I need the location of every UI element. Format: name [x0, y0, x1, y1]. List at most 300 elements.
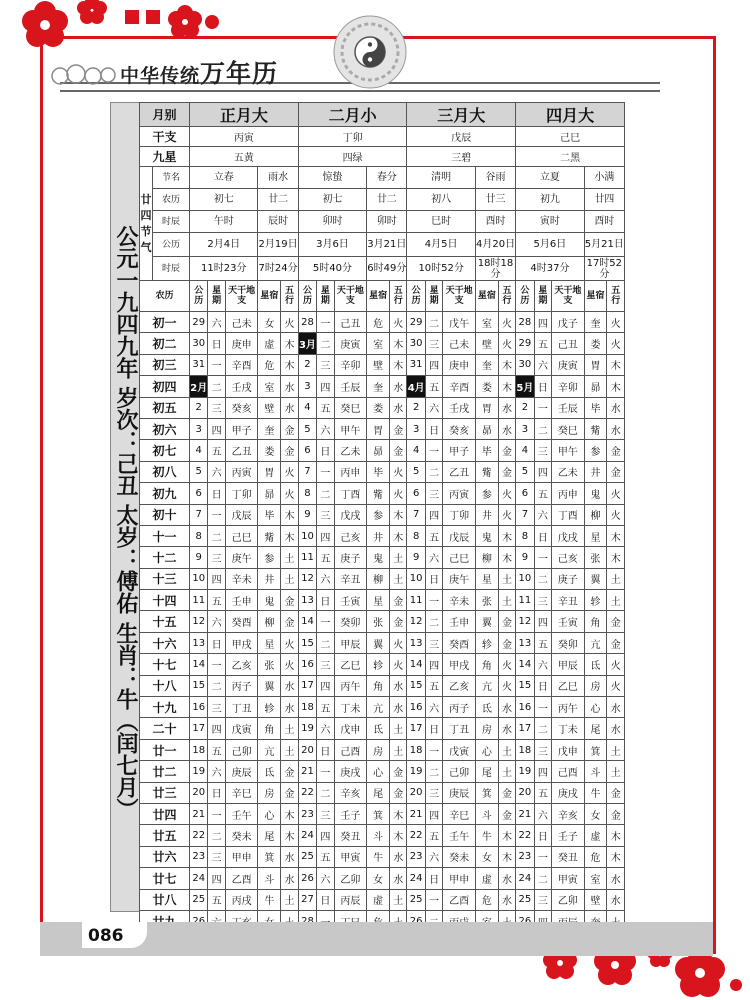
element: 木	[607, 825, 625, 846]
ganzhi: 甲申	[443, 868, 476, 889]
element: 金	[607, 803, 625, 824]
element: 金	[390, 590, 407, 611]
element: 水	[281, 397, 298, 418]
jieqi-nongli: 廿三	[475, 189, 515, 211]
weekday: 三	[534, 889, 551, 910]
weekday: 一	[425, 889, 442, 910]
weekday: 三	[208, 397, 225, 418]
lunar-mansion: 鬼	[475, 525, 498, 546]
jieqi-name: 春分	[367, 167, 407, 189]
jieqi-nongli: 廿二	[367, 189, 407, 211]
solar-date: 27	[298, 889, 316, 910]
solar-date: 21	[298, 761, 316, 782]
ganzhi: 己亥	[552, 547, 585, 568]
lunar-mansion: 牛	[475, 825, 498, 846]
weekday: 六	[317, 568, 334, 589]
element: 金	[281, 611, 298, 632]
element: 火	[607, 333, 625, 354]
month-label: 月别	[140, 103, 190, 127]
month-ganzhi: 丁卯	[298, 127, 407, 147]
ganzhi: 丙午	[552, 697, 585, 718]
jieqi-time: 10时52分	[407, 257, 475, 281]
ganzhi: 甲午	[334, 418, 367, 439]
lunar-mansion: 虚	[367, 889, 390, 910]
col-header-gongli: 公历	[516, 281, 534, 312]
lunar-day: 廿三	[140, 782, 190, 803]
col-header-xingxiu: 星宿	[367, 281, 390, 312]
jieqi-shichen: 卯时	[298, 211, 366, 233]
ganzhi: 丙子	[225, 675, 258, 696]
weekday: 六	[317, 868, 334, 889]
year-info-label: 公元一九四九年 岁次：己丑 太岁：傅佑 生肖：牛（闰七月）	[113, 225, 139, 820]
solar-date: 25	[516, 889, 534, 910]
element: 土	[390, 718, 407, 739]
weekday: 日	[534, 825, 551, 846]
weekday: 二	[425, 461, 442, 482]
lunar-day: 初七	[140, 440, 190, 461]
lunar-mansion: 壁	[258, 397, 281, 418]
element: 金	[390, 611, 407, 632]
weekday: 五	[317, 846, 334, 867]
weekday: 五	[425, 525, 442, 546]
element: 土	[498, 739, 515, 760]
solar-date: 19	[298, 718, 316, 739]
lunar-mansion: 房	[258, 782, 281, 803]
solar-date: 4	[516, 440, 534, 461]
ganzhi: 己卯	[225, 739, 258, 760]
weekday: 日	[317, 440, 334, 461]
solar-date: 7	[516, 504, 534, 525]
ganzhi: 丁卯	[443, 504, 476, 525]
element: 金	[498, 782, 515, 803]
jieqi-gongli: 2月4日	[190, 233, 258, 257]
element: 水	[607, 868, 625, 889]
ganzhi: 甲子	[225, 418, 258, 439]
lunar-day: 二十	[140, 718, 190, 739]
element: 火	[281, 461, 298, 482]
ganzhi: 癸亥	[443, 418, 476, 439]
ganzhi: 乙酉	[225, 868, 258, 889]
ganzhi: 己酉	[552, 761, 585, 782]
solar-date: 8	[298, 483, 316, 504]
ganzhi: 己卯	[443, 761, 476, 782]
lunar-mansion: 鬼	[258, 590, 281, 611]
lunar-mansion: 心	[367, 761, 390, 782]
weekday: 一	[317, 461, 334, 482]
element: 金	[281, 418, 298, 439]
solar-date: 19	[190, 761, 208, 782]
element: 木	[498, 376, 515, 397]
lunar-mansion: 娄	[258, 440, 281, 461]
weekday: 三	[425, 632, 442, 653]
solar-date: 12	[516, 611, 534, 632]
ganzhi: 己未	[225, 312, 258, 333]
lunar-day: 初五	[140, 397, 190, 418]
element: 木	[390, 504, 407, 525]
lunar-mansion: 心	[258, 803, 281, 824]
solar-date: 8	[190, 525, 208, 546]
lunar-mansion: 胃	[584, 354, 607, 375]
ganzhi: 壬午	[225, 803, 258, 824]
weekday: 四	[534, 761, 551, 782]
ganzhi: 辛酉	[225, 354, 258, 375]
solar-date: 9	[298, 504, 316, 525]
weekday: 六	[425, 697, 442, 718]
element: 水	[607, 397, 625, 418]
solar-date: 3	[516, 418, 534, 439]
jieqi-shichen: 卯时	[367, 211, 407, 233]
weekday: 五	[208, 739, 225, 760]
solar-date: 23	[298, 803, 316, 824]
solar-date: 13	[298, 590, 316, 611]
solar-date: 19	[407, 761, 425, 782]
lunar-mansion: 氐	[475, 697, 498, 718]
solar-date: 7	[407, 504, 425, 525]
lunar-day: 初三	[140, 354, 190, 375]
weekday: 五	[208, 889, 225, 910]
solar-date: 17	[516, 718, 534, 739]
weekday: 四	[208, 718, 225, 739]
lunar-mansion: 娄	[475, 376, 498, 397]
ganzhi: 庚申	[225, 333, 258, 354]
solar-date: 24	[516, 868, 534, 889]
lunar-day: 十七	[140, 654, 190, 675]
ganzhi: 丙寅	[443, 483, 476, 504]
lunar-mansion: 轸	[367, 654, 390, 675]
solar-date: 2月	[190, 376, 208, 397]
col-header-xingqi: 星期	[317, 281, 334, 312]
element: 火	[281, 654, 298, 675]
element: 金	[607, 782, 625, 803]
lunar-day: 初九	[140, 483, 190, 504]
weekday: 一	[317, 312, 334, 333]
weekday: 日	[425, 418, 442, 439]
title-small: 中华传统	[120, 65, 201, 87]
ganzhi: 己丑	[334, 312, 367, 333]
weekday: 五	[534, 782, 551, 803]
element: 火	[281, 483, 298, 504]
lunar-mansion: 牛	[258, 889, 281, 910]
ganzhi: 戊戌	[334, 504, 367, 525]
lunar-mansion: 张	[258, 654, 281, 675]
lunar-mansion: 觜	[475, 461, 498, 482]
solar-date: 3月	[298, 333, 316, 354]
element: 火	[390, 312, 407, 333]
weekday: 四	[317, 376, 334, 397]
element: 土	[390, 547, 407, 568]
element: 土	[498, 590, 515, 611]
ganzhi: 壬戌	[443, 397, 476, 418]
ganzhi: 乙未	[552, 461, 585, 482]
weekday: 五	[534, 632, 551, 653]
col-header-wuxing: 五行	[607, 281, 625, 312]
element: 土	[281, 889, 298, 910]
solar-date: 28	[516, 312, 534, 333]
weekday: 一	[208, 354, 225, 375]
ganzhi: 辛亥	[552, 803, 585, 824]
cloud-ornament	[48, 62, 118, 88]
ganzhi: 壬辰	[334, 376, 367, 397]
col-header-xingqi: 星期	[425, 281, 442, 312]
weekday: 六	[425, 846, 442, 867]
weekday: 一	[534, 397, 551, 418]
lunar-mansion: 危	[367, 312, 390, 333]
lunar-mansion: 翼	[258, 675, 281, 696]
jieqi-name: 雨水	[258, 167, 298, 189]
lunar-mansion: 星	[584, 525, 607, 546]
lunar-day: 十九	[140, 697, 190, 718]
lunar-day: 廿四	[140, 803, 190, 824]
weekday: 六	[534, 504, 551, 525]
lunar-mansion: 箕	[475, 782, 498, 803]
col-header-tiangan: 天干地支	[552, 281, 585, 312]
lunar-mansion: 角	[475, 654, 498, 675]
ganzhi: 己巳	[225, 525, 258, 546]
lunar-mansion: 星	[258, 632, 281, 653]
lunar-mansion: 毕	[367, 461, 390, 482]
ganzhi: 己未	[443, 333, 476, 354]
element: 木	[498, 547, 515, 568]
lunar-mansion: 室	[258, 376, 281, 397]
ganzhi: 壬戌	[225, 376, 258, 397]
lunar-mansion: 箕	[258, 846, 281, 867]
ganzhi: 庚戌	[552, 782, 585, 803]
element: 土	[607, 739, 625, 760]
lunar-mansion: 斗	[258, 868, 281, 889]
solar-date: 13	[190, 632, 208, 653]
lunar-mansion: 翼	[475, 611, 498, 632]
solar-date: 16	[190, 697, 208, 718]
lunar-day: 初四	[140, 376, 190, 397]
weekday: 四	[208, 568, 225, 589]
ganzhi: 己酉	[334, 739, 367, 760]
ganzhi: 庚辰	[225, 761, 258, 782]
solar-date: 15	[516, 675, 534, 696]
element: 金	[498, 632, 515, 653]
jiuxing-label: 九星	[140, 147, 190, 167]
lunar-mansion: 危	[475, 889, 498, 910]
solar-date: 29	[190, 312, 208, 333]
lunar-day: 初十	[140, 504, 190, 525]
element: 水	[390, 397, 407, 418]
element: 水	[281, 376, 298, 397]
lunar-day: 廿五	[140, 825, 190, 846]
weekday: 一	[534, 547, 551, 568]
lunar-day: 十一	[140, 525, 190, 546]
weekday: 六	[534, 354, 551, 375]
weekday: 日	[317, 590, 334, 611]
jieqi-gongli: 5月6日	[516, 233, 584, 257]
ganzhi: 戊申	[334, 718, 367, 739]
element: 火	[281, 632, 298, 653]
month-ganzhi: 戊辰	[407, 127, 516, 147]
solar-date: 23	[516, 846, 534, 867]
element: 金	[607, 632, 625, 653]
element: 金	[281, 590, 298, 611]
ganzhi: 癸酉	[225, 611, 258, 632]
weekday: 日	[208, 632, 225, 653]
element: 金	[607, 440, 625, 461]
lunar-mansion: 觜	[367, 483, 390, 504]
jieqi-gongli: 3月6日	[298, 233, 366, 257]
element: 土	[390, 739, 407, 760]
jieqi-name: 小满	[584, 167, 624, 189]
solar-date: 14	[516, 654, 534, 675]
lunar-mansion: 星	[367, 590, 390, 611]
weekday: 一	[208, 504, 225, 525]
lunar-mansion: 室	[584, 868, 607, 889]
lunar-mansion: 斗	[584, 761, 607, 782]
weekday: 日	[317, 739, 334, 760]
lunar-mansion: 危	[258, 354, 281, 375]
lunar-mansion: 胃	[258, 461, 281, 482]
month-jiuxing: 四绿	[298, 147, 407, 167]
weekday: 四	[534, 611, 551, 632]
solar-date: 9	[516, 547, 534, 568]
lunar-day: 廿二	[140, 761, 190, 782]
lunar-day: 廿八	[140, 889, 190, 910]
ganzhi: 乙巳	[334, 654, 367, 675]
lunar-mansion: 轸	[584, 590, 607, 611]
lunar-mansion: 觜	[584, 418, 607, 439]
weekday: 一	[317, 611, 334, 632]
element: 水	[390, 868, 407, 889]
solar-date: 6	[407, 483, 425, 504]
solar-date: 21	[407, 803, 425, 824]
element: 火	[607, 483, 625, 504]
solar-date: 10	[190, 568, 208, 589]
element: 水	[607, 418, 625, 439]
month-ganzhi: 己巳	[516, 127, 625, 147]
solar-date: 30	[407, 333, 425, 354]
lunar-mansion: 角	[367, 675, 390, 696]
ganzhi: 丙子	[443, 697, 476, 718]
element: 木	[281, 525, 298, 546]
lunar-mansion: 室	[475, 312, 498, 333]
element: 木	[390, 525, 407, 546]
ganzhi: 壬辰	[552, 397, 585, 418]
lunar-mansion: 娄	[367, 397, 390, 418]
weekday: 三	[534, 590, 551, 611]
solar-date: 12	[298, 568, 316, 589]
lunar-mansion: 女	[584, 803, 607, 824]
weekday: 二	[208, 525, 225, 546]
lunar-mansion: 井	[475, 504, 498, 525]
weekday: 四	[425, 803, 442, 824]
solar-date: 4	[298, 397, 316, 418]
ganzhi: 壬寅	[334, 590, 367, 611]
weekday: 四	[317, 675, 334, 696]
ganzhi: 戊寅	[443, 739, 476, 760]
element: 木	[498, 525, 515, 546]
solar-date: 16	[516, 697, 534, 718]
jieqi-nongli: 初七	[298, 189, 366, 211]
weekday: 四	[425, 504, 442, 525]
lunar-mansion: 女	[258, 312, 281, 333]
jieqi-shichen: 巳时	[407, 211, 475, 233]
solar-date: 7	[190, 504, 208, 525]
lunar-day: 十四	[140, 590, 190, 611]
ganzhi: 癸丑	[334, 825, 367, 846]
jieqi-nongli: 廿二	[258, 189, 298, 211]
lunar-day: 廿六	[140, 846, 190, 867]
element: 木	[390, 803, 407, 824]
weekday: 五	[425, 675, 442, 696]
weekday: 二	[534, 868, 551, 889]
element: 火	[390, 654, 407, 675]
col-header-tiangan: 天干地支	[443, 281, 476, 312]
ganzhi: 癸未	[443, 846, 476, 867]
weekday: 一	[425, 440, 442, 461]
weekday: 四	[317, 525, 334, 546]
weekday: 二	[425, 761, 442, 782]
element: 金	[281, 440, 298, 461]
weekday: 日	[208, 782, 225, 803]
solar-date: 29	[516, 333, 534, 354]
solar-date: 5	[190, 461, 208, 482]
ganzhi: 丁卯	[225, 483, 258, 504]
lunar-day: 廿一	[140, 739, 190, 760]
solar-date: 5	[407, 461, 425, 482]
element: 火	[498, 312, 515, 333]
lunar-mansion: 房	[367, 739, 390, 760]
ganzhi: 壬午	[443, 825, 476, 846]
ganzhi: 辛亥	[334, 782, 367, 803]
ganzhi: 庚子	[552, 568, 585, 589]
solar-date: 4	[407, 440, 425, 461]
ganzhi: 辛未	[225, 568, 258, 589]
jieqi-time: 11时23分	[190, 257, 258, 281]
weekday: 三	[317, 504, 334, 525]
jieqi-name: 惊蛰	[298, 167, 366, 189]
weekday: 二	[534, 718, 551, 739]
weekday: 六	[534, 803, 551, 824]
weekday: 三	[534, 440, 551, 461]
jieqi-time: 5时40分	[298, 257, 366, 281]
solar-date: 8	[516, 525, 534, 546]
ganzhi: 庚午	[225, 547, 258, 568]
col-header-wuxing: 五行	[498, 281, 515, 312]
element: 木	[281, 504, 298, 525]
weekday: 四	[534, 312, 551, 333]
ganzhi: 戊子	[552, 312, 585, 333]
ganzhi: 癸亥	[225, 397, 258, 418]
ganzhi: 辛卯	[334, 354, 367, 375]
page-number: 086	[88, 926, 124, 946]
page-title	[120, 54, 278, 90]
solar-date: 6	[190, 483, 208, 504]
element: 水	[390, 697, 407, 718]
lunar-mansion: 斗	[475, 803, 498, 824]
element: 金	[390, 418, 407, 439]
weekday: 六	[534, 654, 551, 675]
weekday: 三	[208, 846, 225, 867]
ganzhi: 丁未	[334, 697, 367, 718]
solar-date: 20	[298, 739, 316, 760]
weekday: 六	[425, 547, 442, 568]
solar-date: 30	[516, 354, 534, 375]
solar-date: 18	[516, 739, 534, 760]
solar-date: 11	[190, 590, 208, 611]
solar-date: 22	[516, 825, 534, 846]
lunar-mansion: 参	[475, 483, 498, 504]
ganzhi: 壬子	[334, 803, 367, 824]
weekday: 五	[208, 440, 225, 461]
solar-date: 24	[407, 868, 425, 889]
lunar-mansion: 危	[584, 846, 607, 867]
weekday: 一	[208, 654, 225, 675]
weekday: 四	[534, 461, 551, 482]
